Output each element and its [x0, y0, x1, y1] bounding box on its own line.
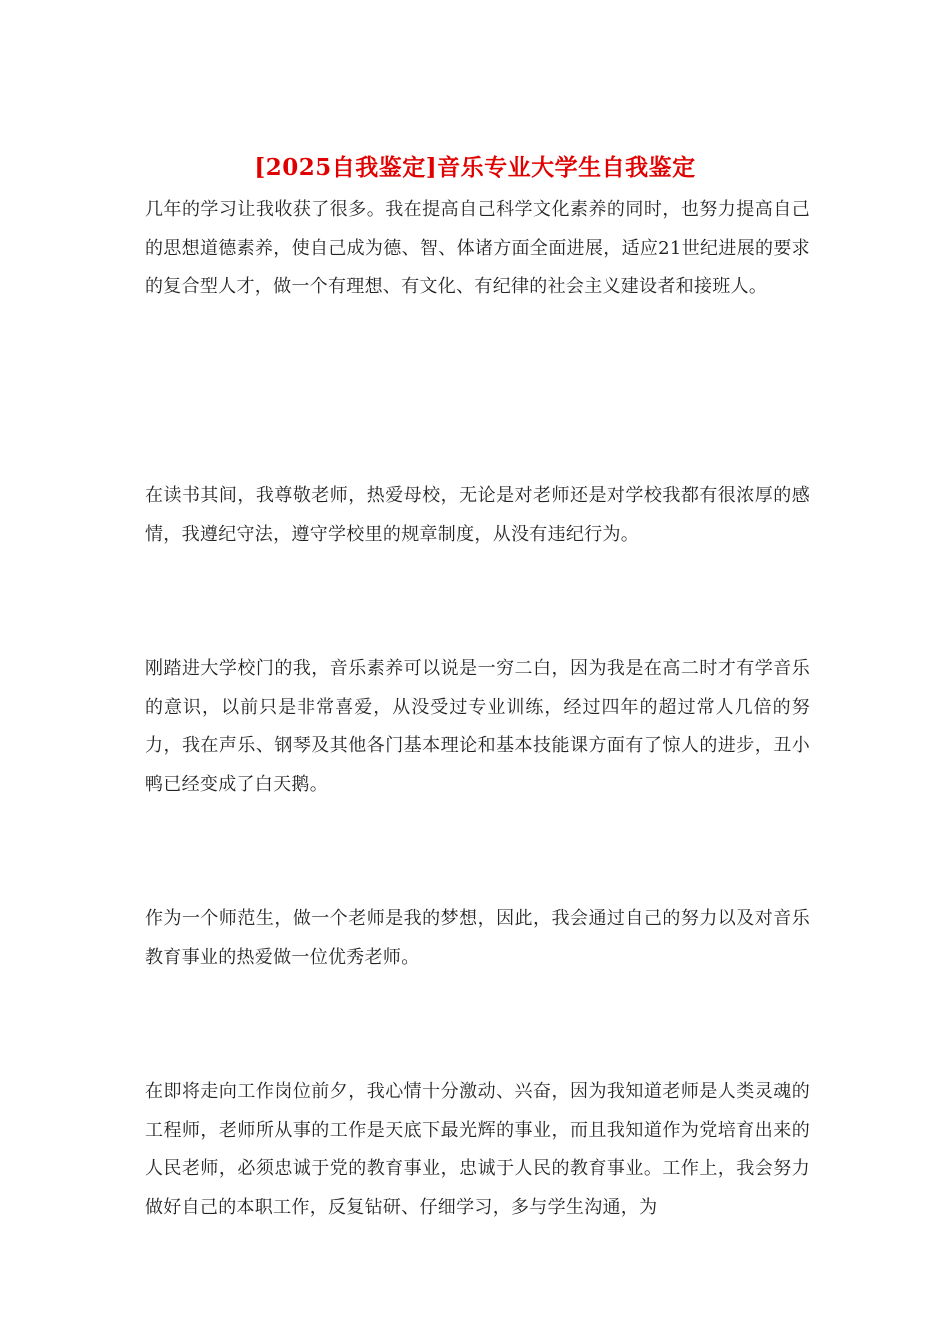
paragraph-3: 刚踏进大学校门的我，音乐素养可以说是一穷二白，因为我是在高二时才有学音乐的意识，以前只是非常喜爱，从没受过专业训练，经过四年的超过常人几倍的努力，我在声乐、钢琴及其他各门基本理论和基本技能课方面有了惊人的进步，丑小鸭已经变成了白天鹅。: [145, 658, 810, 795]
paragraph-2: 在读书其间，我尊敬老师，热爱母校，无论是对老师还是对学校我都有很浓厚的感情，我遵纪守法，遵守学校里的规章制度，从没有违纪行为。: [145, 485, 810, 545]
paragraph-1: 几年的学习让我收获了很多。我在提高自己科学文化素养的同时，也努力提高自己的思想道德素养，使自己成为德、智、体诸方面全面进展，适应21世纪进展的要求的复合型人才，做一个有理想、有文化、有纪律的社会主义建设者和接班人。: [145, 199, 810, 297]
paragraph-4: 作为一个师范生，做一个老师是我的梦想，因此，我会通过自己的努力以及对音乐教育事业的热爱做一位优秀老师。: [145, 908, 810, 968]
paragraph-5: 在即将走向工作岗位前夕，我心情十分激动、兴奋，因为我知道老师是人类灵魂的工程师，老师所从事的工作是天底下最光辉的事业，而且我知道作为党培育出来的人民老师，必须忠诚于党的教育事业，忠诚于人民的教育事业。工作上，我会努力做好自己的本职工作，反复钻研、仔细学习，多与学生沟通，为: [145, 1081, 810, 1218]
document-title: [2025自我鉴定]音乐专业大学生自我鉴定: [254, 154, 696, 181]
